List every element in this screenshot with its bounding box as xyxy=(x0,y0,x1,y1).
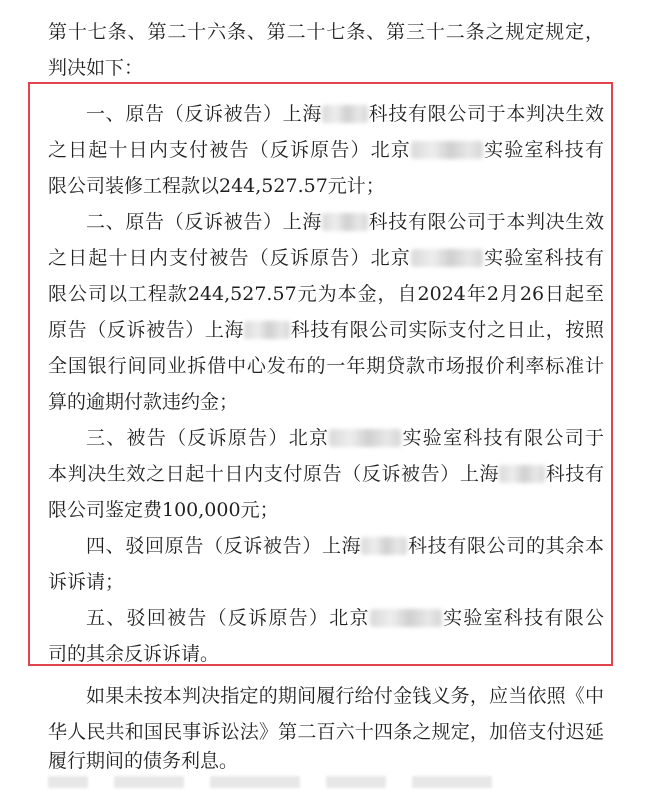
item-5-line-1: 五、驳回被告（反诉原告）北京 实验室科技有限公 xyxy=(86,607,604,629)
outro-line-1: 如果未按本判决指定的期间履行给付金钱义务，应当依照《中 xyxy=(86,685,604,707)
item-1-line-2: 之日起十日内支付被告（反诉原告）北京 实验室科技有 xyxy=(48,139,604,161)
outro-line-3: 履行期间的债务利息。 xyxy=(48,750,239,772)
redaction-blur xyxy=(244,321,290,339)
item-3-line-2: 本判决生效之日起十日内支付原告（反诉被告）上海 科技有 xyxy=(48,463,604,485)
redaction-blur xyxy=(499,465,545,483)
item-1-line-3: 限公司装修工程款以244,527.57元计； xyxy=(48,175,385,197)
item-5-line-2: 司的其余反诉诉请。 xyxy=(48,643,220,665)
item-4-line-2: 诉诉请； xyxy=(48,571,125,593)
redaction-blur xyxy=(322,213,368,231)
cutoff-text-fragment xyxy=(48,766,604,792)
item-2-line-3: 限公司以工程款244,527.57元为本金，自2024年2月26日起至 xyxy=(48,283,604,305)
item-2-line-6: 算的逾期付款违约金； xyxy=(48,391,239,413)
redaction-blur xyxy=(361,537,407,555)
redaction-blur xyxy=(329,429,401,447)
item-1-line-1: 一、原告（反诉被告）上海 科技有限公司于本判决生效 xyxy=(86,103,604,125)
redaction-blur xyxy=(411,249,483,267)
item-3-line-1: 三、被告（反诉原告）北京 实验室科技有限公司于 xyxy=(86,427,604,449)
intro-line-2: 判决如下： xyxy=(48,57,144,79)
item-4-line-1: 四、驳回原告（反诉被告）上海 科技有限公司的其余本 xyxy=(86,535,604,557)
redaction-blur xyxy=(322,105,368,123)
redaction-blur xyxy=(370,609,442,627)
item-2-line-2: 之日起十日内支付被告（反诉原告）北京 实验室科技有 xyxy=(48,247,604,269)
redaction-blur xyxy=(411,141,483,159)
intro-line-1: 第十七条、第二十六条、第二十七条、第三十二条之规定规定， xyxy=(48,21,604,43)
item-2-line-1: 二、原告（反诉被告）上海 科技有限公司于本判决生效 xyxy=(86,211,604,233)
item-2-line-5: 全国银行间同业拆借中心发布的一年期贷款市场报价利率标准计 xyxy=(48,355,604,377)
outro-line-2: 华人民共和国民事诉讼法》第二百六十四条之规定，加倍支付迟延 xyxy=(48,721,604,743)
item-2-line-4: 原告（反诉被告）上海 科技有限公司实际支付之日止，按照 xyxy=(48,319,604,341)
item-3-line-3: 限公司鉴定费100,000元； xyxy=(48,499,279,521)
